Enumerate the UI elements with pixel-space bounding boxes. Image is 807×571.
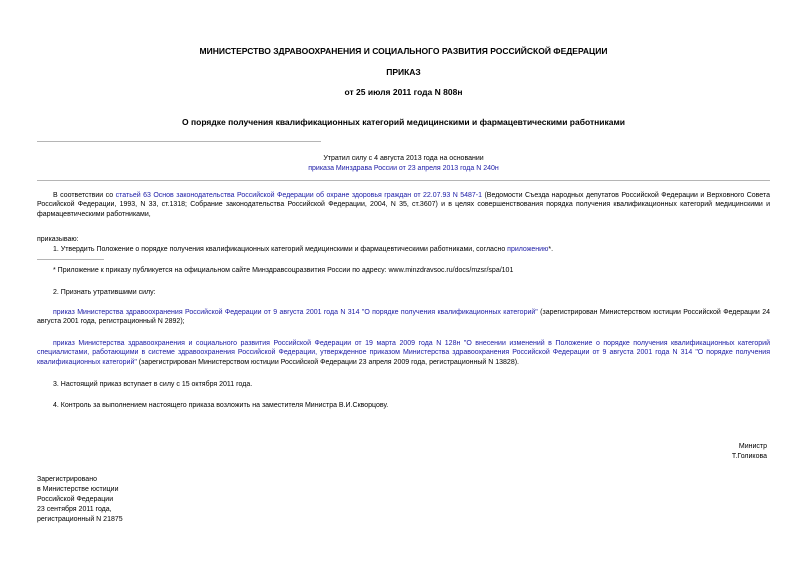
repealed-order-2 [37, 339, 770, 367]
divider-full [37, 180, 770, 181]
repealed-order-1 [37, 308, 770, 327]
item-4: 4. Контроль за выполнением настоящего приказа возложить на заместителя Министра В.И.Скворцову. [53, 402, 389, 409]
date-number-heading: от 25 июля 2011 года N 808н [344, 87, 463, 97]
item-1 [37, 245, 770, 254]
intro-text-start: В соответствии со [53, 192, 116, 199]
status-link[interactable]: приказа Минздрава России от 23 апреля 2013 года N 240н [308, 165, 499, 172]
repealed-order-2-link[interactable]: приказ Министерства здравоохранения и социального развития Российской Федерации от 19 марта 2009 года N 128н "О внесении изменений в Положение о порядке получения квалификационных категорий специалистами, работающими в системе здравоохранения Российской Федерации, утвержденное приказом Министерства здравоохранения Российской Федерации от 9 августа 2001 года N 314 "О порядке получения квалификационных категорий" [37, 340, 770, 366]
repealed-order-1-link[interactable]: приказ Министерства здравоохранения Российской Федерации от 9 августа 2001 года N 314 "О порядке получения квалификационных категорий" [53, 309, 538, 316]
status-line: Утратил силу с 4 августа 2013 года на основании [323, 155, 484, 162]
ministry-heading: МИНИСТЕРСТВО ЗДРАВООХРАНЕНИЯ И СОЦИАЛЬНОГО РАЗВИТИЯ РОССИЙСКОЙ ФЕДЕРАЦИИ [199, 46, 608, 56]
registration-block [37, 475, 123, 525]
registration-line-3: Российской Федерации [37, 495, 114, 503]
repealed-order-1-text: (зарегистрирован Министерством юстиции Российской Федерации 24 августа 2001 года, регистрационный N 2892); [37, 309, 770, 326]
footnote-divider [37, 259, 104, 260]
registration-line-4: 23 сентября 2011 года, [37, 505, 112, 513]
footnote: * Приложение к приказу публикуется на официальном сайте Минздравсоцразвития России по адресу: www.minzdravsoc.ru/docs/mzsr/spa/101 [53, 267, 514, 274]
item-1-text: 1. Утвердить Положение о порядке получения квалификационных категорий медицинскими и фармацевтическими работниками, согласно [53, 246, 508, 253]
repealed-order-2-text: (зарегистрирован Министерством юстиции Российской Федерации 23 апреля 2009 года, регистрационный N 13828). [136, 358, 519, 366]
signature-name: Т.Голикова [731, 453, 767, 460]
item-3: 3. Настоящий приказ вступает в силу с 15 октября 2011 года. [53, 381, 253, 388]
intro-paragraph [37, 191, 770, 219]
doc-type-heading: ПРИКАЗ [386, 67, 421, 77]
law-article-link[interactable]: статьей 63 Основ законодательства Российской Федерации об охране здоровья граждан от 22.07.93 N 5487-1 [115, 192, 483, 199]
item-1-suffix: *. [548, 246, 554, 253]
registration-line-2: в Министерстве юстиции [37, 485, 119, 493]
registration-line-1: Зарегистрировано [37, 476, 97, 483]
signature-position: Министр [738, 443, 767, 450]
item-2: 2. Признать утратившими силу: [53, 289, 156, 296]
order-word: приказываю: [37, 236, 79, 243]
registration-line-5: регистрационный N 21875 [37, 515, 123, 523]
appendix-link[interactable]: приложению [507, 246, 549, 253]
intro-text-rest: (Ведомости Съезда народных депутатов Российской Федерации и Верховного Совета Российской Федерации, 1993, N 33, ст.1318; Собрание законодательства Российской Федерации, 2004, N 35, ст.3607) и в целях совершенствования порядка получения квалификационных категорий медицинскими и фармацевтическими работниками, [37, 192, 770, 218]
divider-short [37, 141, 321, 142]
document-title: О порядке получения квалификационных категорий медицинскими и фармацевтическими работниками [182, 117, 625, 127]
